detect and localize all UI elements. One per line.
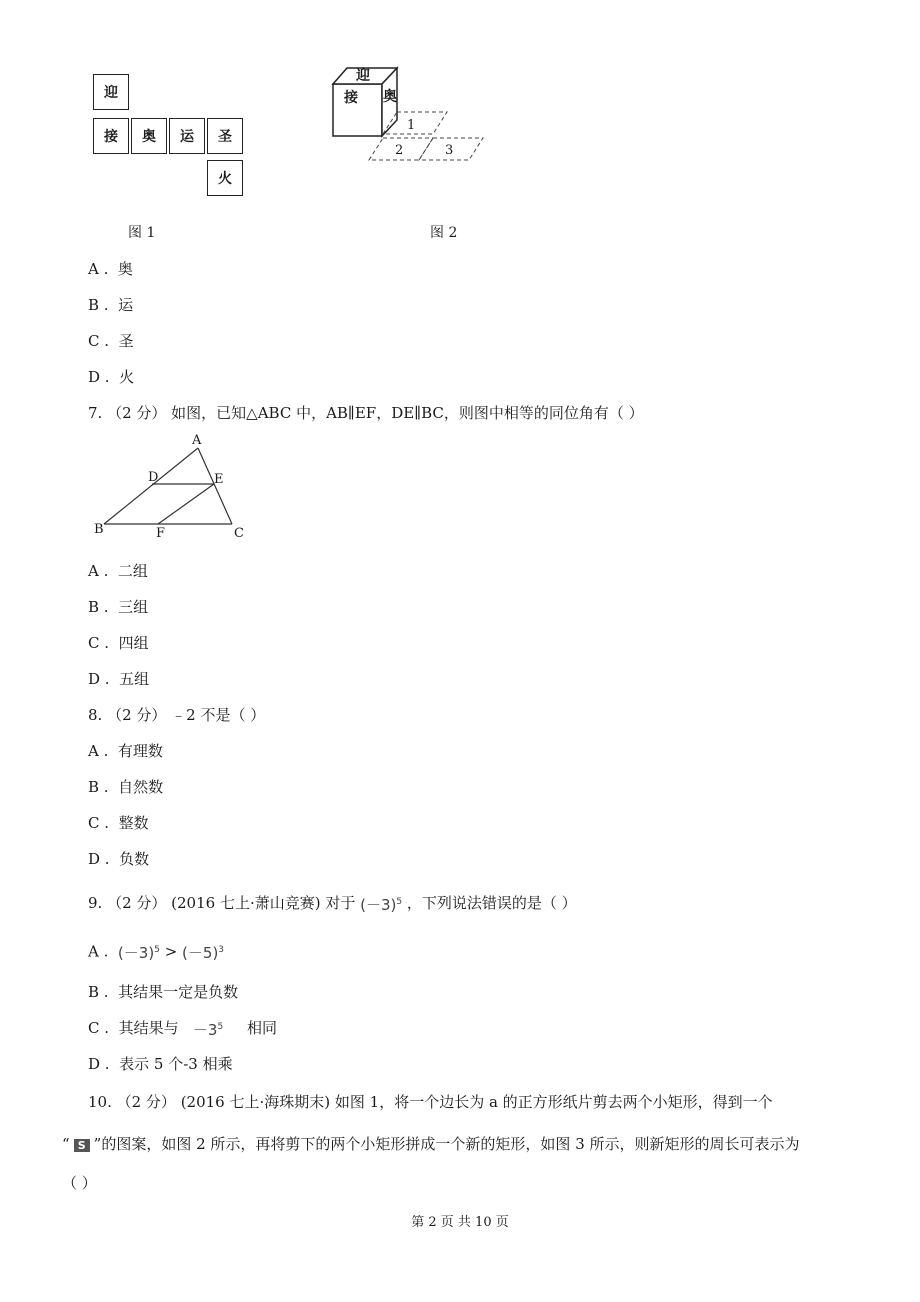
q9-option-c [88, 1017, 277, 1040]
s-shape-icon: S [74, 1139, 90, 1152]
option-letter: D . [88, 1055, 110, 1073]
option-letter: B . [88, 983, 109, 1001]
option-text: 自然数 [118, 778, 164, 796]
q10-line-2 [62, 1133, 800, 1154]
option-text: 二组 [117, 562, 148, 580]
q9-expression-base: (－3) [360, 895, 397, 914]
q10-open-quote: “ [62, 1135, 70, 1153]
q6-option-d [88, 366, 134, 387]
q9-expression-exponent: 5 [396, 896, 403, 907]
option-text: 有理数 [117, 742, 163, 760]
option-letter: D . [88, 670, 110, 688]
point-b-label: B [94, 522, 104, 537]
q7-option-d [88, 668, 149, 689]
q9-option-c-expression [193, 1019, 223, 1040]
net-cell-yun: 运 [169, 118, 205, 154]
q6-option-c [88, 330, 134, 351]
cube-side-face: 奥 [383, 89, 397, 105]
q8-option-b [88, 776, 163, 797]
point-e-label: E [214, 472, 224, 487]
q9-stem-suffix: ，下列说法错误的是（ ） [406, 894, 577, 912]
option-letter: B . [88, 778, 109, 796]
figure-1-label: 图 1 [128, 225, 156, 241]
triangle-drawing [90, 438, 250, 542]
q7-option-b [88, 596, 148, 617]
figure-2-label: 图 2 [430, 225, 458, 241]
net-cell-sheng: 圣 [207, 118, 243, 154]
q8-option-d [88, 848, 149, 869]
q9-option-b [88, 981, 238, 1002]
q9-option-a-right-exponent: 3 [218, 945, 225, 955]
q8-option-c [88, 812, 149, 833]
option-text: 整数 [118, 814, 149, 832]
q9-option-a [88, 942, 224, 963]
q10-line-1: 10. （2 分） (2016 七上·海珠期末) 如图 1，将一个边长为 a 的正方形纸片剪去两个小矩形，得到一个 [88, 1093, 773, 1111]
q9-stem-prefix: 9. （2 分） (2016 七上·萧山竞赛) 对于 [88, 894, 356, 912]
option-text: 其结果一定是负数 [118, 983, 239, 1001]
figure-2-cube [325, 62, 505, 176]
option-letter: C . [88, 814, 110, 832]
q9-option-a-left-exponent: 5 [154, 945, 160, 955]
option-letter: C . [88, 332, 110, 350]
q9-option-c-expression-base: －3 [192, 1020, 218, 1039]
q8-stem: 8. （2 分） ﹣2 不是（ ） [88, 706, 266, 724]
q9-stem [88, 892, 577, 915]
page-footer: 第 2 页 共 10 页 [411, 1215, 509, 1230]
option-letter: D . [88, 368, 110, 386]
option-letter: B . [88, 296, 109, 314]
slot-2-label: 2 [395, 143, 404, 158]
option-text: 三组 [118, 598, 149, 616]
slot-3-label: 3 [445, 143, 454, 158]
q7-stem: 7. （2 分） 如图，已知△ABC 中，AB∥EF，DE∥BC，则图中相等的同位角有（ ） [88, 404, 644, 422]
point-d-label: D [148, 470, 159, 485]
q9-option-d [88, 1053, 233, 1074]
cube-drawing [325, 62, 505, 172]
q9-option-a-operator: > [164, 942, 178, 961]
q9-expression [360, 894, 402, 915]
cube-top-face: 迎 [356, 68, 370, 84]
q6-option-a [88, 258, 133, 279]
option-letter: A . [88, 260, 109, 278]
option-letter: A . [88, 562, 109, 580]
option-text: 表示 5 个-3 相乘 [119, 1055, 233, 1073]
q7-triangle-figure [90, 433, 250, 546]
q8-option-a [88, 740, 163, 761]
point-f-label: F [156, 526, 166, 541]
net-cell-ao: 奥 [131, 118, 167, 154]
option-text: 火 [119, 368, 135, 386]
q7-option-a [88, 560, 148, 581]
option-letter: D . [88, 850, 110, 868]
q9-option-a-left [118, 942, 160, 963]
option-letter: C . [88, 1019, 110, 1037]
net-cell-huo: 火 [207, 160, 243, 196]
option-text: 负数 [119, 850, 150, 868]
option-text: 圣 [118, 332, 134, 350]
q9-option-a-right [182, 942, 224, 963]
option-text: 五组 [119, 670, 150, 688]
option-text-before: 其结果与 [118, 1019, 179, 1037]
point-a-label: A [192, 433, 202, 448]
option-letter: B . [88, 598, 109, 616]
q9-option-a-left-base: (－3) [117, 944, 155, 962]
option-letter: A . [88, 942, 109, 961]
net-cell-jie: 接 [93, 118, 129, 154]
q9-option-a-right-base: (－5) [182, 944, 219, 962]
point-c-label: C [234, 526, 244, 541]
q9-option-c-expression-exponent: 5 [217, 1021, 224, 1032]
cube-front-face: 接 [344, 90, 358, 106]
slot-1-label: 1 [407, 118, 416, 133]
q10-line-2-text: ”的图案，如图 2 所示，再将剪下的两个小矩形拼成一个新的矩形，如图 3 所示，则新矩形的周长可表示为 [93, 1135, 800, 1153]
option-letter: C . [88, 634, 110, 652]
option-text: 四组 [118, 634, 149, 652]
q6-option-b [88, 294, 133, 315]
option-letter: A . [88, 742, 109, 760]
net-cell-ying: 迎 [93, 74, 129, 110]
q10-line-3: （ ） [62, 1174, 97, 1192]
option-text: 奥 [117, 260, 133, 278]
option-text: 运 [118, 296, 134, 314]
q7-option-c [88, 632, 149, 653]
option-text-after: 相同 [247, 1019, 278, 1037]
